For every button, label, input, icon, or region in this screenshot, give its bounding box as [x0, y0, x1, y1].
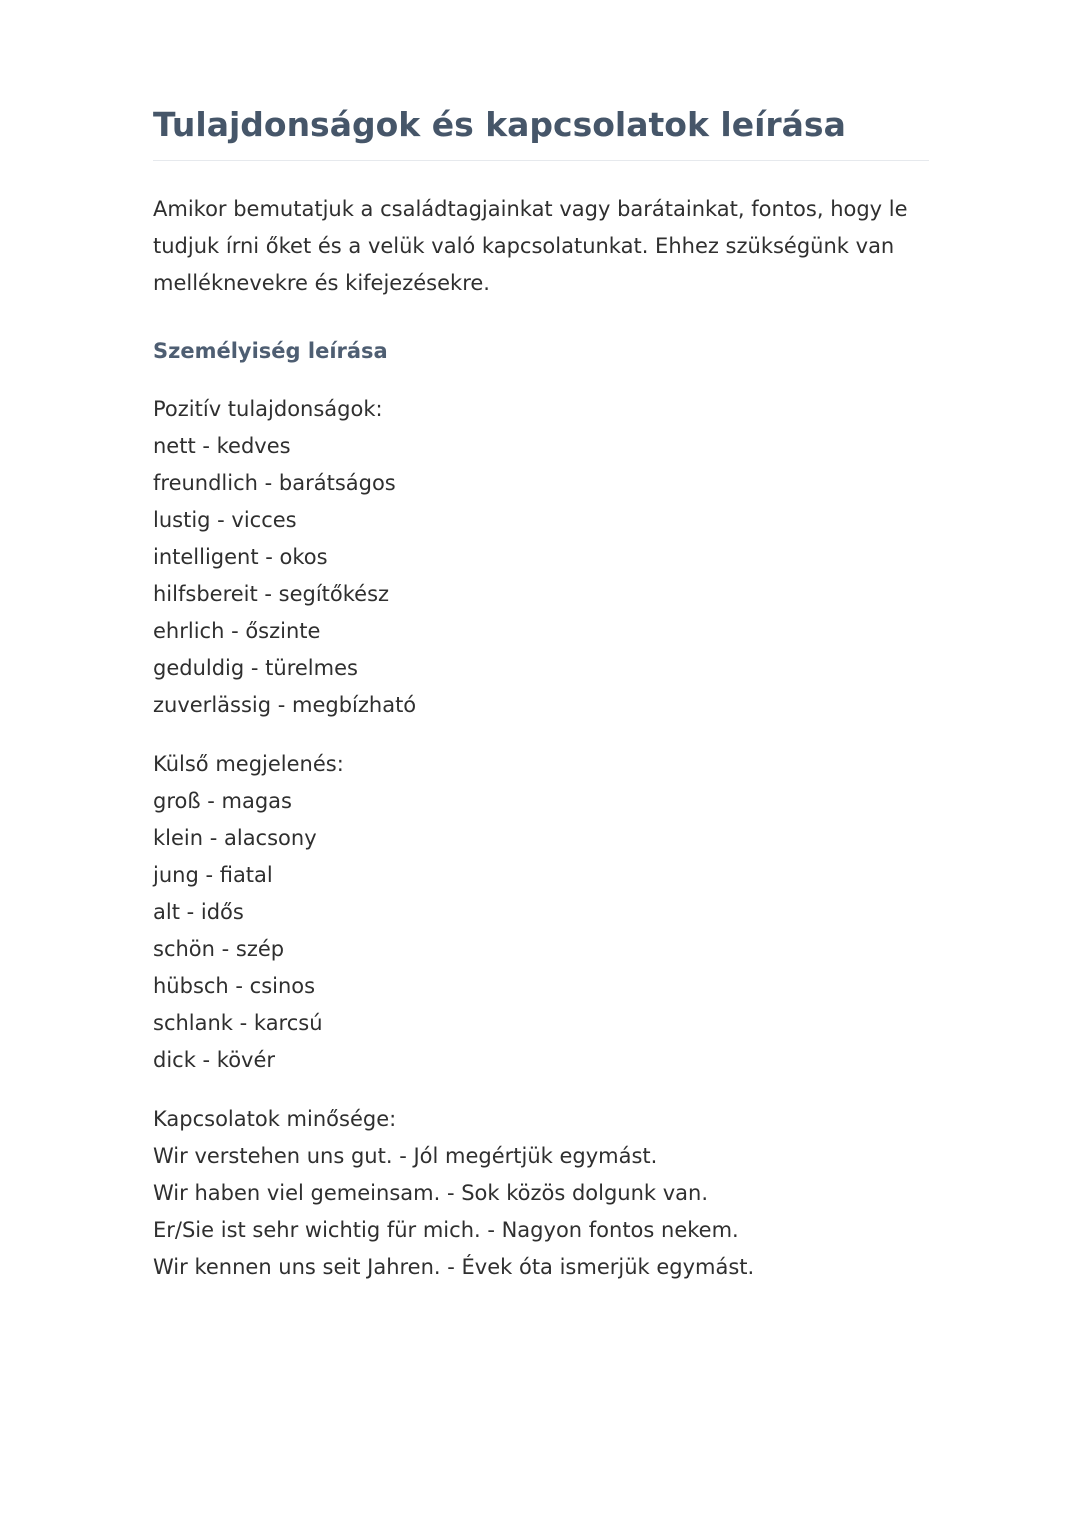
page-title: Tulajdonságok és kapcsolatok leírása: [153, 105, 846, 144]
list-item: schlank - karcsú: [153, 1011, 323, 1035]
list-item: hübsch - csinos: [153, 974, 316, 998]
group-label: Külső megjelenés:: [153, 752, 344, 776]
list-item: freundlich - barátságos: [153, 471, 396, 495]
group-label: Pozitív tulajdonságok:: [153, 397, 383, 421]
list-item: intelligent - okos: [153, 545, 328, 569]
list-item: nett - kedves: [153, 434, 291, 458]
list-item: lustig - vicces: [153, 508, 297, 532]
list-item: Wir haben viel gemeinsam. - Sok közös dolgunk van.: [153, 1181, 709, 1205]
group-label: Kapcsolatok minősége:: [153, 1107, 397, 1131]
list-item: dick - kövér: [153, 1048, 276, 1072]
relationship-quality-list: [153, 1101, 754, 1286]
list-item: zuverlässig - megbízható: [153, 693, 417, 717]
positive-traits-list: [153, 391, 416, 724]
title-divider: [153, 160, 929, 161]
appearance-list: [153, 746, 344, 1079]
list-item: jung - fiatal: [153, 863, 273, 887]
list-item: ehrlich - őszinte: [153, 619, 321, 643]
list-item: groß - magas: [153, 789, 292, 813]
list-item: Wir verstehen uns gut. - Jól megértjük egymást.: [153, 1144, 658, 1168]
list-item: alt - idős: [153, 900, 244, 924]
intro-paragraph: Amikor bemutatjuk a családtagjainkat vagy barátainkat, fontos, hogy le tudjuk írni őket és a velük való kapcsolatunkat. Ehhez szükségünk van melléknevekre és kifejezésekre.: [153, 197, 908, 295]
list-item: hilfsbereit - segítőkész: [153, 582, 390, 606]
list-item: klein - alacsony: [153, 826, 317, 850]
list-item: schön - szép: [153, 937, 285, 961]
list-item: Er/Sie ist sehr wichtig für mich. - Nagyon fontos nekem.: [153, 1218, 739, 1242]
section-heading: Személyiség leírása: [153, 339, 388, 363]
list-item: geduldig - türelmes: [153, 656, 358, 680]
list-item: Wir kennen uns seit Jahren. - Évek óta ismerjük egymást.: [153, 1255, 755, 1279]
